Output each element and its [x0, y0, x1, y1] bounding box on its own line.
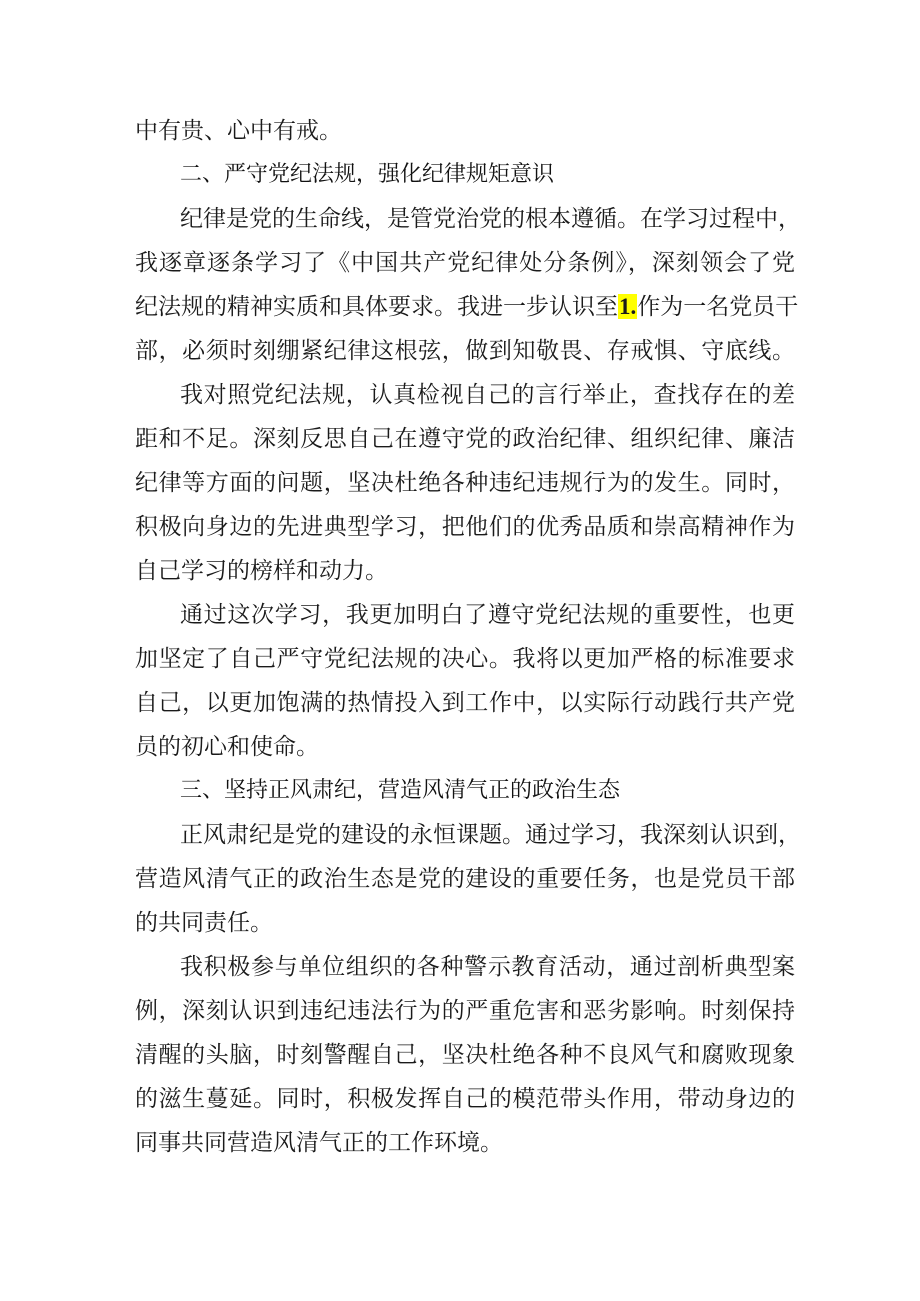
body-text-line: 自己，以更加饱满的热情投入到工作中，以实际行动践行共产党 — [135, 690, 795, 716]
body-text-line: 同事共同营造风清气正的工作环境。 — [135, 1130, 503, 1156]
body-text-line: 部，必须时刻绷紧纪律这根弦，做到知敬畏、存戒惧、守底线。 — [135, 338, 795, 364]
body-text-line: 正风肃纪是党的建设的永恒课题。通过学习，我深刻认识到， — [180, 822, 801, 848]
body-text-line: 我逐章逐条学习了《中国共产党纪律处分条例》，深刻领会了党 — [135, 250, 795, 276]
body-text-line: 例，深刻认识到违纪违法行为的严重危害和恶劣影响。时刻保持 — [135, 998, 795, 1024]
body-text-line: 积极向身边的先进典型学习，把他们的优秀品质和崇高精神作为 — [135, 514, 795, 540]
body-text-segment: 纪法规的精神实质和具体要求。我进一步认识至 — [135, 294, 618, 320]
section-heading-2: 二、严守党纪法规，强化纪律规矩意识 — [180, 162, 555, 187]
body-text-line: 自己学习的榜样和动力。 — [135, 558, 388, 584]
body-text-line: 清醒的头脑，时刻警醒自己，坚决杜绝各种不良风气和腐败现象 — [135, 1042, 795, 1068]
body-text-line: 的滋生蔓延。同时，积极发挥自己的模范带头作用，带动身边的 — [135, 1086, 795, 1112]
body-text-line: 加坚定了自己严守党纪法规的决心。我将以更加严格的标准要求 — [135, 646, 795, 672]
body-text-segment: 作为一名党员干 — [637, 294, 799, 320]
body-text-line: 营造风清气正的政治生态是党的建设的重要任务，也是党员干部 — [135, 866, 795, 892]
body-text-line — [135, 292, 799, 322]
body-text-line: 纪律等方面的问题，坚决杜绝各种违纪违规行为的发生。同时， — [135, 470, 795, 496]
body-text-line: 中有贵、心中有戒。 — [135, 118, 342, 144]
section-heading-3: 三、坚持正风肃纪，营造风清气正的政治生态 — [180, 778, 621, 803]
body-text-line: 纪律是党的生命线，是管党治党的根本遵循。在学习过程中， — [180, 206, 801, 232]
body-text-line: 我积极参与单位组织的各种警示教育活动，通过剖析典型案 — [180, 954, 795, 980]
body-text-line: 我对照党纪法规，认真检视自己的言行举止，查找存在的差 — [180, 382, 795, 408]
body-text-line: 的共同责任。 — [135, 910, 273, 936]
body-text-line: 距和不足。深刻反思自己在遵守党的政治纪律、组织纪律、廉洁 — [135, 426, 795, 452]
body-text-line: 通过这次学习，我更加明白了遵守党纪法规的重要性，也更 — [180, 602, 795, 628]
body-text-line: 员的初心和使命。 — [135, 734, 319, 760]
highlighted-marker: 1. — [619, 294, 637, 319]
